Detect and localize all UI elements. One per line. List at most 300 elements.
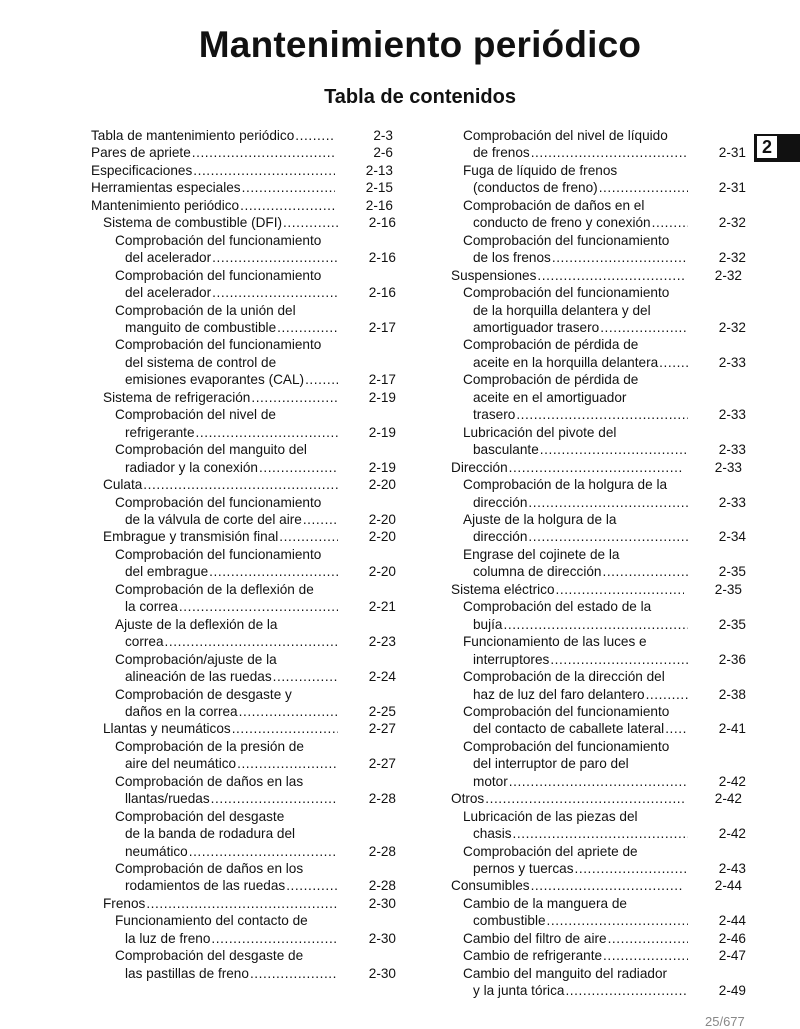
toc-entry-line: Cambio de refrigerante: [463, 948, 603, 964]
toc-entry-line: Llantas y neumáticos: [103, 721, 231, 737]
toc-entry[interactable]: [451, 127, 746, 162]
toc-entry-last-line: [103, 476, 338, 493]
toc-entry-title: [463, 895, 688, 930]
toc-page-number: 2-16: [365, 197, 393, 213]
toc-entry[interactable]: [451, 738, 746, 790]
toc-entry-line: Engrase del cojinete de la: [463, 546, 620, 562]
toc-entry[interactable]: [91, 162, 396, 179]
toc-entry-title: [91, 127, 335, 144]
toc-entry-title: [115, 336, 338, 388]
toc-page-number: 2-30: [368, 930, 396, 946]
toc-page-number: 2-32: [718, 215, 746, 231]
toc-entry-last-line: [115, 877, 338, 894]
leader-dots: [304, 371, 338, 388]
toc-entry[interactable]: [91, 616, 396, 651]
toc-entry-title: [463, 546, 688, 581]
leader-dots: [658, 354, 688, 371]
toc-entry-last-line: [91, 144, 335, 161]
toc-entry[interactable]: [91, 581, 396, 616]
toc-entry-line: Comprobación del nivel de líquido: [463, 128, 668, 143]
toc-entry-last-line: [463, 494, 688, 511]
toc-entry-last-line: [463, 651, 688, 668]
toc-entry-title: [451, 877, 684, 894]
leader-dots: [551, 249, 688, 266]
toc-page-number: 2-32: [718, 319, 746, 335]
toc-left-column: [91, 127, 396, 982]
toc-entry-last-line: [115, 319, 338, 336]
toc-entry[interactable]: [451, 162, 746, 197]
toc-entry[interactable]: [91, 494, 396, 529]
toc-entry[interactable]: [91, 179, 396, 196]
toc-entry-title: [103, 895, 338, 912]
leader-dots: [549, 651, 688, 668]
leader-dots: [508, 459, 684, 476]
toc-entry-line: Comprobación del funcionamiento: [115, 267, 322, 283]
toc-page-number: 2-49: [718, 983, 746, 999]
leader-dots: [241, 179, 335, 196]
leader-dots: [555, 581, 685, 598]
toc-entry-line: Otros: [451, 791, 485, 807]
toc-entry-line: dirección: [473, 494, 528, 510]
toc-page-number: 2-44: [718, 913, 746, 929]
toc-entry-line: bujía: [473, 616, 503, 632]
toc-entry[interactable]: [451, 877, 746, 894]
leader-dots: [607, 930, 688, 947]
toc-entry[interactable]: [91, 947, 396, 982]
toc-page-number: 2-19: [368, 389, 396, 405]
leader-dots: [231, 720, 338, 737]
toc-entry-title: [115, 546, 338, 581]
toc-entry-title: [115, 406, 338, 441]
toc-entry[interactable]: [91, 336, 396, 388]
toc-entry[interactable]: [451, 790, 746, 807]
leader-dots: [282, 214, 338, 231]
toc-entry[interactable]: [91, 441, 396, 476]
toc-entry[interactable]: [91, 406, 396, 441]
toc-entry[interactable]: [91, 528, 396, 545]
toc-entry-line: aire del neumático: [125, 756, 237, 772]
toc-entry-last-line: [463, 860, 688, 877]
toc-entry-title: [463, 668, 688, 703]
toc-entry-line: combustible: [473, 913, 546, 929]
toc-entry-title: [115, 947, 338, 982]
toc-entry-line: chasis: [473, 826, 512, 842]
toc-entry-line: del embrague: [125, 564, 209, 580]
toc-entry-line: Comprobación de la dirección del: [463, 669, 665, 685]
leader-dots: [546, 912, 688, 929]
toc-entry[interactable]: [451, 668, 746, 703]
toc-entry-line: Comprobación del funcionamiento: [115, 494, 322, 510]
toc-page-number: 2-6: [373, 145, 393, 161]
toc-entry-line: Cambio del filtro de aire: [463, 930, 607, 946]
toc-entry[interactable]: [451, 424, 746, 459]
toc-entry-line: columna de dirección: [473, 564, 602, 580]
toc-page-number: 2-36: [718, 651, 746, 667]
toc-entry[interactable]: [91, 197, 396, 214]
toc-page-number: 2-35: [714, 581, 742, 597]
toc-entry-last-line: [115, 371, 338, 388]
toc-entry-title: [463, 284, 688, 336]
leader-dots: [536, 267, 684, 284]
toc-entry-last-line: [115, 790, 338, 807]
toc-entry[interactable]: [451, 284, 746, 336]
toc-entry-line: Comprobación del funcionamiento: [463, 703, 670, 719]
toc-entry-last-line: [115, 755, 338, 772]
toc-entry-line: Pares de apriete: [91, 145, 191, 161]
toc-entry[interactable]: [91, 127, 396, 144]
toc-page-number: 2-16: [368, 250, 396, 266]
leader-dots: [142, 476, 338, 493]
toc-entry[interactable]: [91, 144, 396, 161]
leader-dots: [210, 930, 338, 947]
toc-entry-last-line: [463, 354, 688, 371]
toc-page-number: 2-35: [718, 564, 746, 580]
toc-entry-last-line: [463, 825, 688, 842]
toc-entry-line: Culata: [103, 477, 143, 493]
toc-entry-title: [463, 738, 688, 790]
toc-entry[interactable]: [451, 546, 746, 581]
toc-right-column: [451, 127, 746, 1000]
toc-entry-line: Comprobación/ajuste de la: [115, 651, 277, 667]
toc-entry-line: Funcionamiento del contacto de: [115, 913, 308, 929]
toc-entry[interactable]: [451, 267, 746, 284]
toc-entry-last-line: [91, 127, 335, 144]
toc-entry[interactable]: [91, 860, 396, 895]
toc-entry-title: [463, 965, 688, 1000]
toc-entry-line: radiador y la conexión: [125, 459, 258, 475]
toc-entry-title: [115, 441, 338, 476]
toc-entry-title: [451, 581, 684, 598]
toc-entry-last-line: [463, 406, 688, 423]
toc-entry-line: conducto de freno y conexión: [473, 215, 651, 231]
toc-entry[interactable]: [91, 686, 396, 721]
toc-entry-line: de los frenos: [473, 250, 551, 266]
toc-entry-line: Comprobación del nivel de: [115, 407, 276, 423]
toc-page-number: 2-33: [718, 407, 746, 423]
toc-entry[interactable]: [451, 633, 746, 668]
leader-dots: [530, 877, 684, 894]
toc-entry[interactable]: [451, 965, 746, 1000]
toc-page-number: 2-19: [368, 459, 396, 475]
toc-entry-title: [463, 336, 688, 371]
toc-entry-line: interruptores: [473, 651, 550, 667]
toc-entry[interactable]: [91, 720, 396, 737]
leader-dots: [250, 389, 338, 406]
leader-dots: [178, 598, 338, 615]
toc-entry-line: emisiones evaporantes (CAL): [125, 372, 305, 388]
leader-dots: [208, 563, 338, 580]
toc-entry-line: Comprobación de daños en las: [115, 773, 304, 789]
toc-page-number: 2-33: [714, 459, 742, 475]
toc-entry[interactable]: [91, 895, 396, 912]
toc-entry-title: [463, 598, 688, 633]
leader-dots: [539, 441, 688, 458]
toc-entry-line: Mantenimiento periódico: [91, 197, 240, 213]
toc-entry-line: rodamientos de las ruedas: [125, 878, 286, 894]
toc-entry-last-line: [115, 563, 338, 580]
toc-page-number: 2-16: [368, 215, 396, 231]
toc-entry[interactable]: [451, 598, 746, 633]
toc-page-number: 2-42: [718, 773, 746, 789]
toc-entry[interactable]: [451, 843, 746, 878]
toc-entry-title: [463, 476, 688, 511]
toc-entry-last-line: [91, 197, 335, 214]
toc-entry-last-line: [463, 249, 688, 266]
toc-entry[interactable]: [451, 459, 746, 476]
leader-dots: [527, 528, 688, 545]
toc-entry-line: Tabla de mantenimiento periódico: [91, 128, 295, 143]
toc-entry[interactable]: [451, 947, 746, 964]
toc-entry-title: [115, 581, 338, 616]
page-subtitle: Tabla de contenidos: [324, 86, 516, 108]
chapter-number: 2: [757, 136, 777, 158]
toc-entry-title: [115, 651, 338, 686]
toc-entry-last-line: [451, 581, 684, 598]
toc-entry-title: [103, 389, 338, 406]
toc-page-number: 2-44: [714, 878, 742, 894]
toc-page-number: 2-28: [368, 878, 396, 894]
toc-entry[interactable]: [451, 511, 746, 546]
leader-dots: [527, 494, 688, 511]
toc-entry-line: Comprobación del apriete de: [463, 843, 638, 859]
toc-entry-last-line: [115, 424, 338, 441]
leader-dots: [236, 755, 338, 772]
toc-entry-title: [115, 738, 338, 773]
leader-dots: [192, 162, 335, 179]
toc-entry-line: Comprobación de la holgura de la: [463, 477, 668, 493]
toc-entry-line: aceite en el amortiguador: [473, 389, 627, 405]
toc-page-number: 2-20: [368, 511, 396, 527]
toc-entry-line: Herramientas especiales: [91, 180, 241, 196]
toc-entry[interactable]: [451, 232, 746, 267]
toc-entry[interactable]: [91, 546, 396, 581]
toc-entry-title: [103, 528, 338, 545]
leader-dots: [664, 720, 688, 737]
leader-dots: [645, 686, 688, 703]
toc-entry-title: [463, 947, 688, 964]
leader-dots: [195, 424, 338, 441]
toc-page-number: 2-20: [368, 529, 396, 545]
leader-dots: [249, 965, 338, 982]
toc-page-number: 2-31: [718, 180, 746, 196]
toc-entry-last-line: [463, 441, 688, 458]
toc-entry-title: [91, 162, 335, 179]
toc-page-number: 2-20: [368, 564, 396, 580]
toc-entry-line: de la horquilla delantera y del: [473, 302, 651, 318]
toc-page-number: 2-30: [368, 965, 396, 981]
toc-page-number: 2-16: [368, 285, 396, 301]
toc-entry-line: Ajuste de la holgura de la: [463, 511, 617, 527]
leader-dots: [484, 790, 684, 807]
leader-dots: [258, 459, 338, 476]
toc-entry[interactable]: [451, 808, 746, 843]
toc-entry-title: [115, 686, 338, 721]
toc-entry-last-line: [463, 912, 688, 929]
toc-entry-title: [463, 162, 688, 197]
leader-dots: [294, 127, 335, 144]
toc-entry-line: Comprobación de desgaste y: [115, 686, 292, 702]
toc-entry-line: del contacto de caballete lateral: [473, 721, 665, 737]
toc-entry[interactable]: [451, 371, 746, 423]
toc-entry[interactable]: [451, 476, 746, 511]
toc-entry-line: neumático: [125, 843, 188, 859]
toc-entry-title: [463, 127, 688, 162]
toc-entry-title: [115, 232, 338, 267]
toc-entry-last-line: [463, 947, 688, 964]
toc-entry-last-line: [103, 214, 338, 231]
toc-entry-last-line: [451, 459, 684, 476]
toc-entry-line: alineación de las ruedas: [125, 669, 272, 685]
leader-dots: [515, 406, 688, 423]
toc-page-number: 2-27: [368, 721, 396, 737]
toc-page-number: 2-3: [373, 128, 393, 143]
toc-entry-last-line: [463, 319, 688, 336]
toc-entry-line: Sistema de refrigeración: [103, 389, 251, 405]
toc-page-number: 2-24: [368, 669, 396, 685]
toc-entry-last-line: [115, 843, 338, 860]
toc-page-number: 2-27: [368, 756, 396, 772]
toc-entry-last-line: [463, 982, 688, 999]
toc-entry[interactable]: [91, 738, 396, 773]
toc-entry-line: Ajuste de la deflexión de la: [115, 616, 278, 632]
toc-entry[interactable]: [451, 703, 746, 738]
footer-page-number: 25/677: [705, 1014, 745, 1029]
leader-dots: [211, 249, 338, 266]
toc-entry-last-line: [91, 179, 335, 196]
chapter-tab: [754, 134, 800, 162]
toc-entry[interactable]: [91, 912, 396, 947]
toc-page-number: 2-28: [368, 843, 396, 859]
leader-dots: [211, 284, 338, 301]
toc-entry[interactable]: [91, 214, 396, 231]
toc-page-number: 2-42: [718, 826, 746, 842]
toc-page-number: 2-33: [718, 442, 746, 458]
toc-page-number: 2-15: [365, 180, 393, 196]
toc-entry-last-line: [451, 877, 684, 894]
toc-entry-line: del acelerador: [125, 250, 212, 266]
toc-entry-line: Comprobación del funcionamiento: [463, 285, 670, 301]
toc-page-number: 2-32: [714, 267, 742, 283]
toc-entry-last-line: [103, 389, 338, 406]
toc-page-number: 2-35: [718, 616, 746, 632]
toc-page-number: 2-21: [368, 599, 396, 615]
toc-entry-line: la correa: [125, 599, 178, 615]
toc-entry-line: basculante: [473, 442, 539, 458]
toc-page-number: 2-43: [718, 861, 746, 877]
toc-entry-last-line: [115, 284, 338, 301]
leader-dots: [574, 860, 689, 877]
toc-entry-line: pernos y tuercas: [473, 861, 574, 877]
toc-entry[interactable]: [91, 232, 396, 267]
toc-entry[interactable]: [451, 895, 746, 930]
toc-entry-last-line: [115, 965, 338, 982]
toc-page-number: 2-13: [365, 162, 393, 178]
toc-page-number: 2-46: [718, 930, 746, 946]
toc-page-number: 2-34: [718, 529, 746, 545]
toc-entry-line: aceite en la horquilla delantera: [473, 354, 659, 370]
leader-dots: [564, 982, 688, 999]
toc-entry-title: [463, 703, 688, 738]
toc-entry-last-line: [463, 930, 688, 947]
leader-dots: [601, 563, 688, 580]
toc-entry-line: amortiguador trasero: [473, 319, 600, 335]
toc-entry-title: [463, 197, 688, 232]
toc-entry-title: [463, 633, 688, 668]
toc-entry[interactable]: [451, 197, 746, 232]
toc-entry-line: Frenos: [103, 895, 146, 911]
toc-entry[interactable]: [91, 476, 396, 493]
toc-page-number: 2-17: [368, 372, 396, 388]
toc-entry[interactable]: [91, 302, 396, 337]
leader-dots: [502, 616, 688, 633]
toc-entry[interactable]: [451, 336, 746, 371]
toc-entry-title: [463, 808, 688, 843]
toc-entry[interactable]: [451, 930, 746, 947]
toc-entry-last-line: [115, 459, 338, 476]
toc-entry-line: Sistema de combustible (DFI): [103, 215, 283, 231]
toc-entry-line: Comprobación de la presión de: [115, 738, 304, 754]
toc-entry-line: Cambio del manguito del radiador: [463, 965, 668, 981]
toc-entry-line: de la válvula de corte del aire: [125, 511, 302, 527]
toc-entry-line: dirección: [473, 529, 528, 545]
toc-entry-line: Comprobación de la unión del: [115, 302, 296, 318]
toc-entry-line: Sistema eléctrico: [451, 581, 555, 597]
toc-entry-last-line: [463, 563, 688, 580]
toc-entry-line: Comprobación del funcionamiento: [115, 337, 322, 353]
toc-entry-title: [103, 214, 338, 231]
toc-entry-title: [463, 843, 688, 878]
toc-entry-last-line: [115, 511, 338, 528]
toc-entry-title: [103, 476, 338, 493]
toc-entry-line: Especificaciones: [91, 162, 193, 178]
toc-entry-last-line: [463, 686, 688, 703]
leader-dots: [272, 668, 338, 685]
toc-entry-title: [115, 808, 338, 860]
toc-entry-line: trasero: [473, 407, 516, 423]
toc-entry[interactable]: [91, 651, 396, 686]
toc-entry-title: [451, 459, 684, 476]
toc-entry-line: Comprobación del funcionamiento: [463, 232, 670, 248]
toc-entry[interactable]: [451, 581, 746, 598]
toc-entry-line: Comprobación de daños en los: [115, 861, 304, 877]
toc-entry-line: de frenos: [473, 145, 530, 161]
toc-entry-last-line: [463, 720, 688, 737]
toc-entry[interactable]: [91, 267, 396, 302]
leader-dots: [530, 144, 688, 161]
toc-entry[interactable]: [91, 773, 396, 808]
toc-page-number: 2-19: [368, 424, 396, 440]
toc-entry-last-line: [115, 703, 338, 720]
toc-entry-last-line: [451, 267, 684, 284]
toc-entry-title: [115, 267, 338, 302]
toc-entry-last-line: [115, 249, 338, 266]
toc-entry-title: [463, 930, 688, 947]
toc-entry-title: [463, 371, 688, 423]
toc-entry-title: [115, 773, 338, 808]
toc-page-number: 2-42: [714, 791, 742, 807]
toc-entry-line: Comprobación de la deflexión de: [115, 581, 314, 597]
toc-entry[interactable]: [91, 808, 396, 860]
toc-page-number: 2-20: [368, 477, 396, 493]
toc-entry-line: del acelerador: [125, 285, 212, 301]
toc-entry-line: Fuga de líquido de frenos: [463, 162, 618, 178]
toc-entry-last-line: [463, 773, 688, 790]
leader-dots: [508, 773, 688, 790]
toc-page-number: 2-38: [718, 686, 746, 702]
toc-entry-last-line: [463, 528, 688, 545]
toc-entry[interactable]: [91, 389, 396, 406]
toc-entry-last-line: [463, 616, 688, 633]
